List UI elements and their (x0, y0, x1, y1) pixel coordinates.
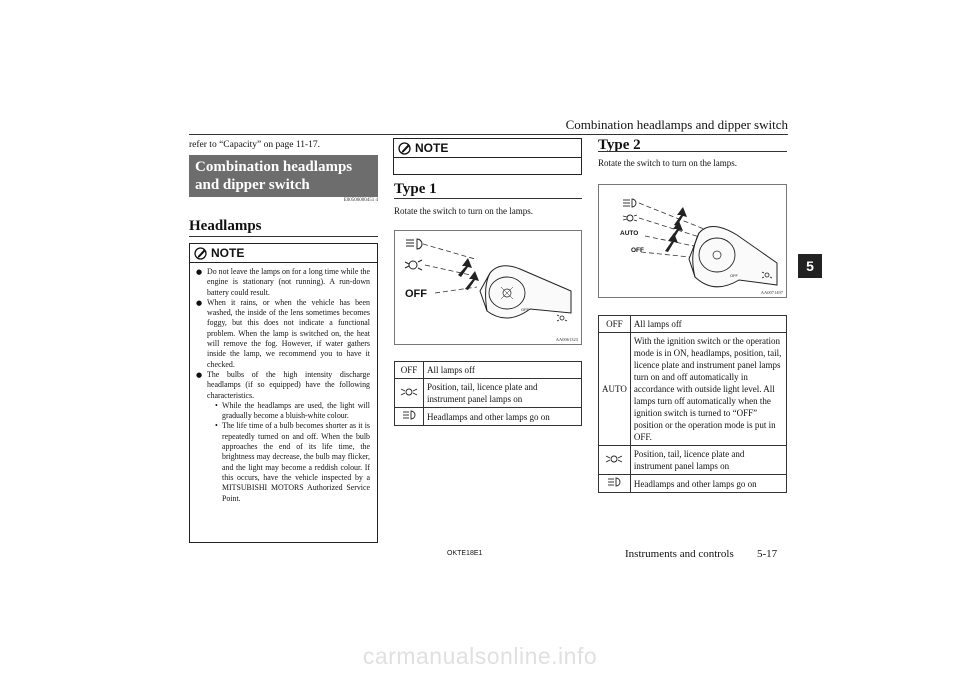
note-item (196, 370, 370, 504)
lamp-description: All lamps off (424, 362, 582, 379)
bullet-icon: ● (196, 370, 203, 379)
table-row (599, 475, 787, 493)
bullet-icon: ● (196, 268, 203, 276)
note-header (190, 244, 377, 262)
footer-section: Instruments and controls (625, 548, 734, 560)
lamp-description: Headlamps and other lamps go on (630, 475, 786, 493)
note-item (196, 267, 370, 298)
banner-code: E00506000451 4 (343, 198, 378, 203)
bullet-icon: ● (196, 298, 203, 307)
lamp-description: Position, tail, licence plate and instrument panel lamps on (424, 379, 582, 408)
type1-intro: Rotate the switch to turn on the lamps. (394, 206, 533, 216)
running-header-title: Combination headlamps and dipper switch (565, 117, 788, 132)
note-subitem (215, 401, 370, 422)
type1-figure (394, 230, 582, 345)
left-note-box (189, 243, 378, 543)
type1-lamp-table (394, 361, 582, 426)
type2-rule (598, 151, 787, 152)
position-lamp-icon (400, 389, 418, 399)
lamp-description: With the ignition switch or the operation mode is in ON, headlamps, position, tail, licence plate and instrument panel lamps turn on and off automatically in accordance with outside light level. All lamps turn off automatically when the ignition switch is turned to “OFF” position or the operation mode is put in OFF. (630, 333, 786, 446)
type2-heading: Type 2 (598, 137, 641, 153)
table-row (599, 316, 787, 333)
svg-text:OFF: OFF (521, 307, 529, 312)
type2-figure (598, 184, 787, 298)
table-row (599, 333, 787, 446)
headlamp-icon (401, 412, 417, 422)
note-item-text: The bulbs of the high intensity discharge headlamps (if so equipped) have the following characteristics. (207, 369, 370, 400)
table-row (395, 408, 582, 426)
headlamps-rule (189, 236, 378, 237)
note-item (196, 298, 370, 370)
lamp-mode-cell (395, 362, 424, 379)
lamp-description: Headlamps and other lamps go on (424, 408, 582, 426)
page-number: 5-17 (757, 548, 778, 560)
position-lamp-icon (405, 260, 422, 270)
pencil-note-icon (194, 247, 208, 260)
lamp-mode-cell (599, 333, 631, 446)
note-label: NOTE (211, 246, 245, 260)
sub-bullet-icon: • (215, 400, 218, 410)
table-row (395, 379, 582, 408)
lamp-mode-label: AUTO (602, 384, 627, 394)
figure-code: AA0061323 (555, 337, 578, 342)
pencil-note-icon (398, 142, 412, 155)
headlamps-heading: Headlamps (189, 218, 262, 234)
off-label: OFF (631, 247, 644, 254)
position-lamp-icon (605, 456, 623, 466)
headlamp-icon (606, 479, 622, 489)
lamp-mode-cell (599, 316, 631, 333)
type2-intro: Rotate the switch to turn on the lamps. (598, 158, 737, 168)
chapter-tab: 5 (798, 254, 822, 278)
headlamp-icon (406, 239, 422, 249)
off-label: OFF (405, 288, 427, 300)
headlamp-icon (623, 199, 636, 207)
lamp-mode-cell (599, 475, 631, 493)
table-row (599, 446, 787, 475)
lamp-mode-cell (395, 408, 424, 426)
header-rule (189, 134, 788, 135)
lamp-description: Position, tail, licence plate and instrument panel lamps on (630, 446, 786, 475)
note-label: NOTE (415, 141, 449, 155)
table-row (395, 362, 582, 379)
document-code: OKTE18E1 (447, 550, 483, 557)
type2-lamp-table (598, 315, 787, 493)
note-divider (394, 157, 581, 158)
note-header (394, 139, 581, 157)
note-subitem-text: The life time of a bulb becomes shorter as it is repeatedly turned on and off. When the bulb approaches the end of its life time, the brightness may decrease, the bulb may flicker, and the light may become a reddish colour. If this occurs, have the vehicle inspected by a MITSUBISHI MOTORS Authorized Service Point. (222, 421, 370, 503)
auto-label: AUTO (620, 230, 639, 237)
svg-text:OFF: OFF (730, 273, 738, 278)
watermark: carmanualsonline.info (362, 643, 598, 669)
lamp-mode-cell (395, 379, 424, 408)
note-item-text: Do not leave the lamps on for a long time while the engine is stationary (not running). A run-down battery could result. (207, 267, 370, 297)
position-lamp-icon (623, 215, 637, 221)
lamp-description: All lamps off (630, 316, 786, 333)
section-banner: Combination headlamps and dipper switch (189, 155, 378, 197)
note-item-text: When it rains, or when the vehicle has been washed, the inside of the lens sometimes becomes foggy, but this does not indicate a functional problem. When the lamp is switched on, the heat will remove the fog. However, if water gathers inside the lamp, we recommend you to have it checked. (207, 297, 370, 369)
flash-icon (557, 315, 567, 321)
note-subitem-text: While the headlamps are used, the light will gradually become a bluish-white colour. (222, 400, 370, 421)
lamp-mode-label: OFF (606, 319, 623, 329)
note-body (190, 263, 377, 508)
sub-bullet-icon: • (215, 421, 218, 431)
refer-text: refer to “Capacity” on page 11-17. (189, 140, 321, 150)
figure-code: AA0071497 (760, 290, 783, 295)
type1-rule (394, 198, 582, 199)
note-subitem (215, 421, 370, 503)
middle-note-box (393, 138, 582, 175)
lamp-mode-cell (599, 446, 631, 475)
type1-heading: Type 1 (394, 181, 437, 197)
lamp-mode-label: OFF (400, 365, 418, 375)
type2-switch-illustration (599, 185, 786, 297)
